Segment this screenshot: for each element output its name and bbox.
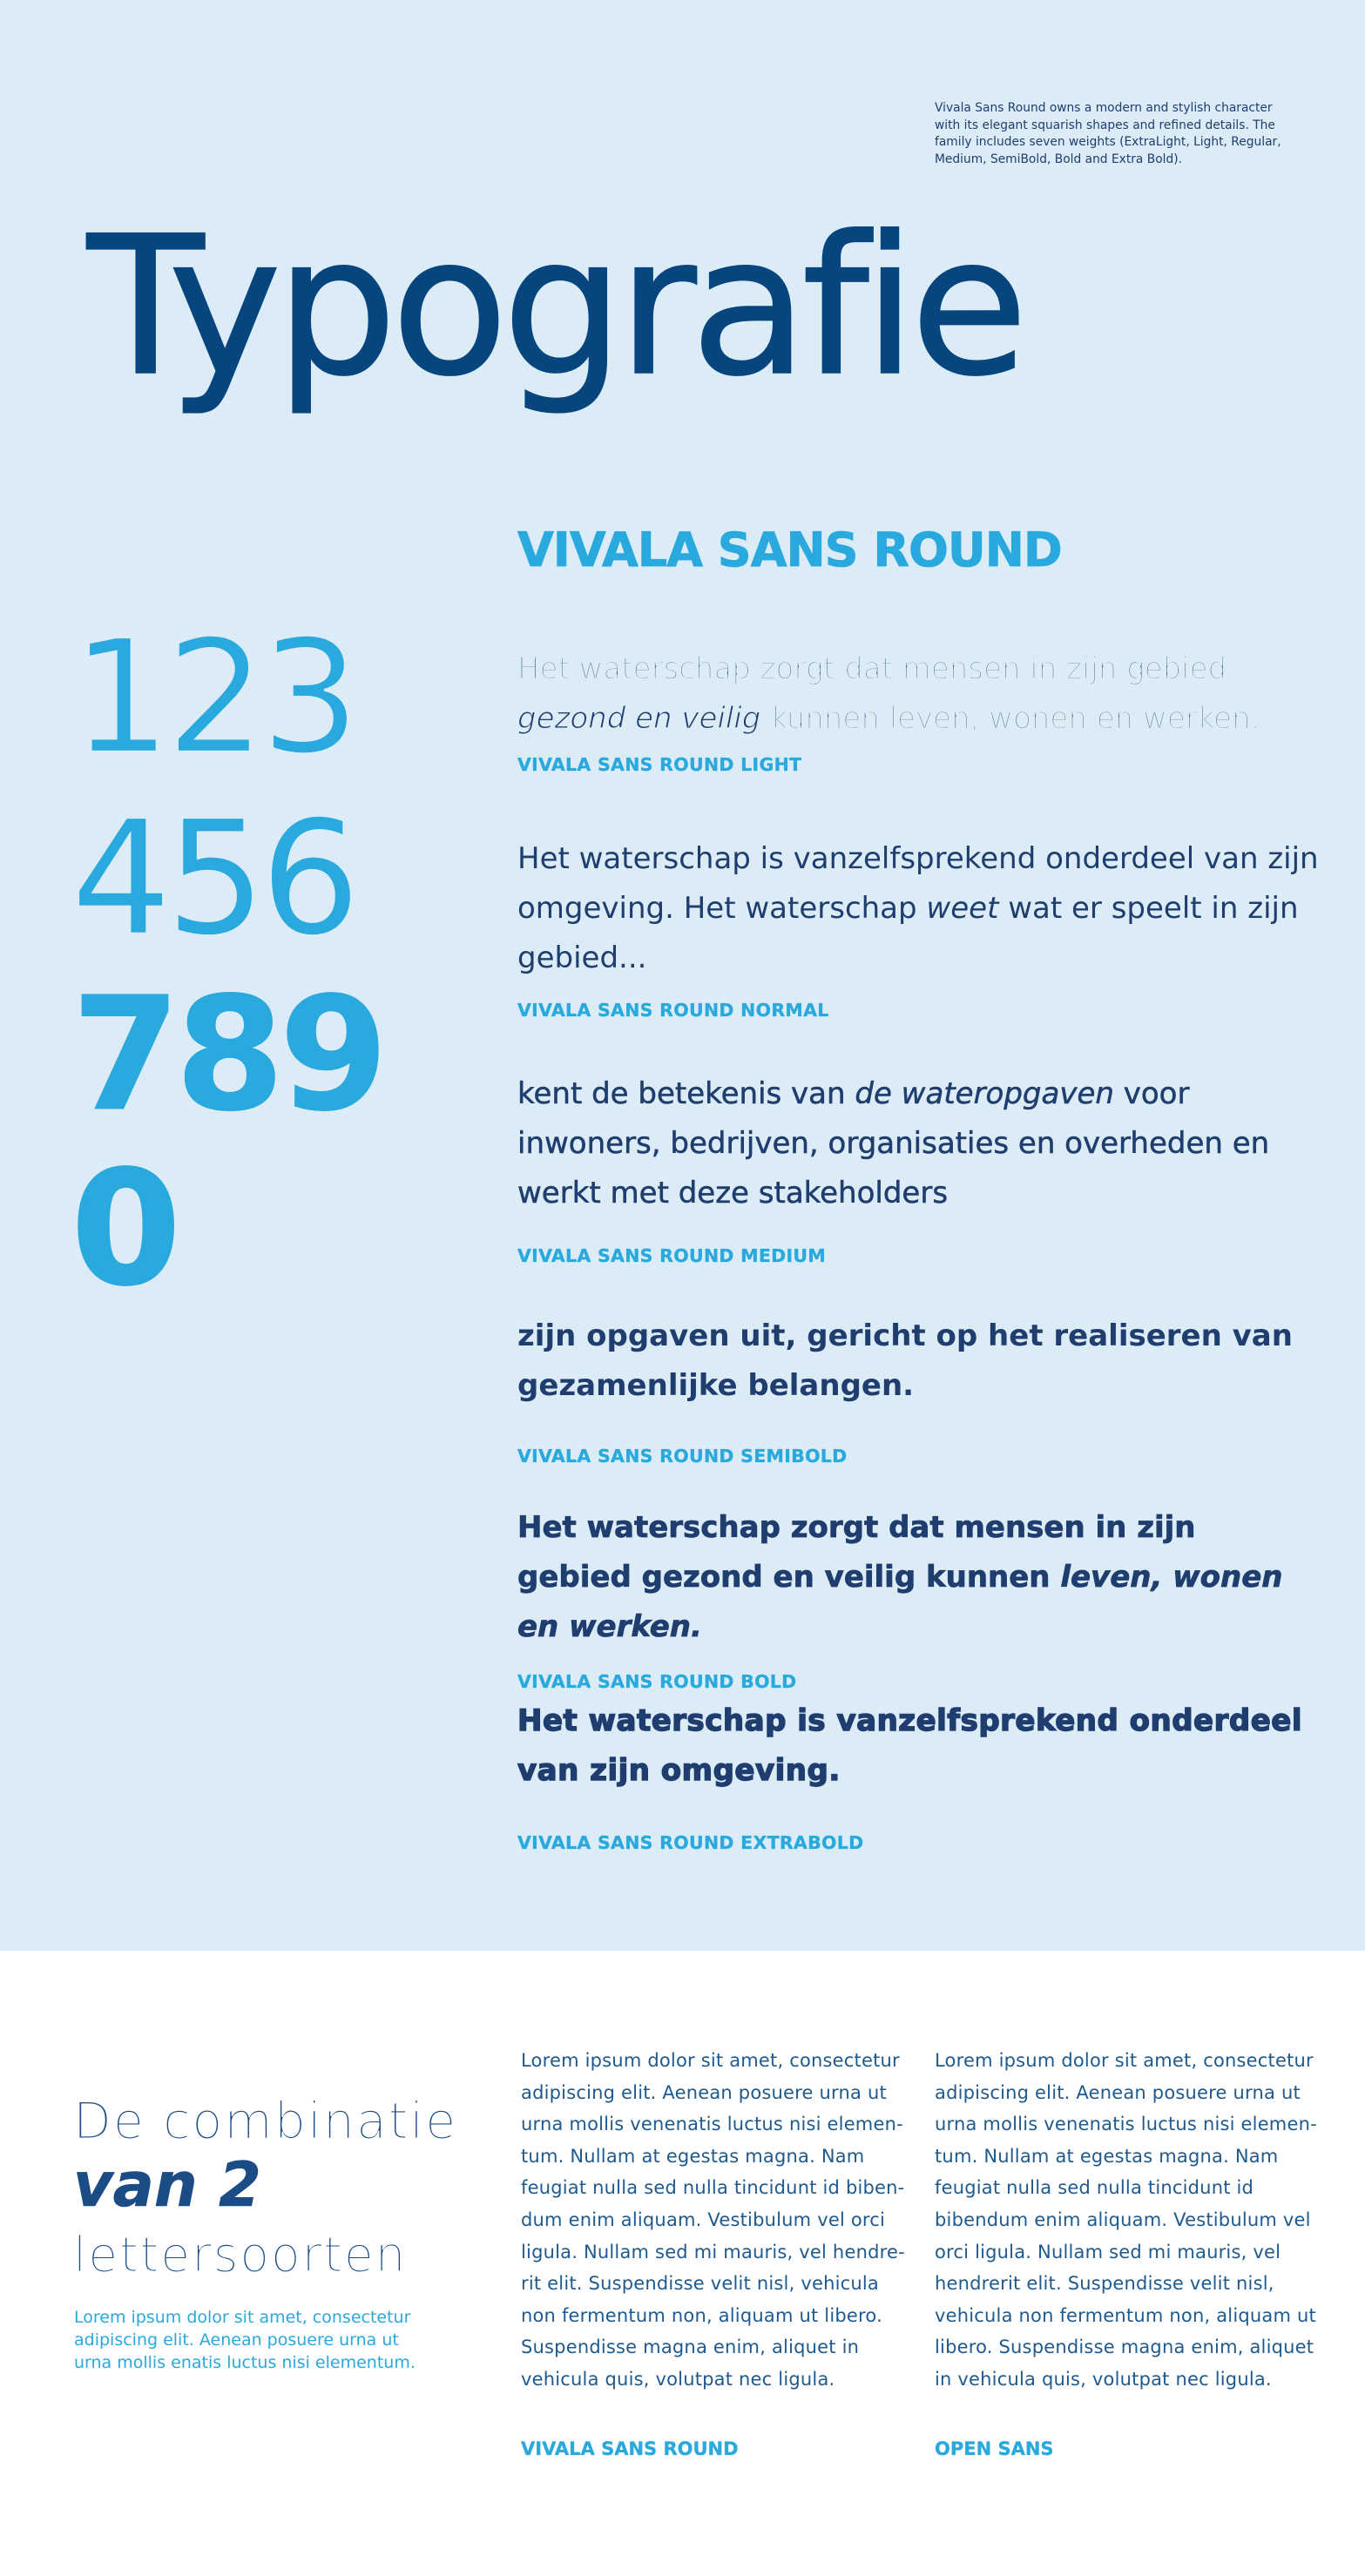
- lorem-line: non fermentum non, aliquam ut libero.: [521, 2304, 882, 2326]
- column-font-label-vivala: VIVALA SANS ROUND: [521, 2438, 739, 2459]
- specimen-segment: Het waterschap is vanzelfsprekend onderdeel van zijn omgeving. Het waterschap: [517, 841, 1319, 926]
- lorem-line: Lorem ipsum dolor sit amet, consectetur: [935, 2050, 1314, 2071]
- specimen-bold: [517, 1503, 1319, 1692]
- specimen-semibold: [517, 1312, 1319, 1467]
- lorem-line: libero. Suspendisse magna enim, aliquet: [935, 2337, 1314, 2358]
- page-title: Typografie: [87, 195, 1023, 418]
- numerals-extrabold: 0: [71, 1138, 176, 1320]
- lorem-line: tum. Nullam at egestas magna. Nam: [521, 2145, 865, 2167]
- intro-paragraph: [935, 100, 1281, 168]
- specimen-medium: [517, 1069, 1319, 1266]
- lorem-line: Lorem ipsum dolor sit amet, consectetur: [521, 2050, 900, 2071]
- specimen-segment: Het waterschap zorgt dat mensen in zijn gebied gezond en veilig kunnen: [517, 1510, 1196, 1595]
- lorem-line: vehicula quis, volutpat nec ligula.: [521, 2368, 835, 2390]
- lorem-line: rit elit. Suspendisse velit nisl, vehicula: [521, 2273, 879, 2295]
- specimen-text: [517, 1503, 1319, 1652]
- lorem-line: feugiat nulla sed nulla tincidunt id: [935, 2177, 1254, 2199]
- specimen-segment-italic: weet: [926, 891, 999, 926]
- specimen-extrabold: [517, 1696, 1319, 1853]
- weight-label: VIVALA SANS ROUND EXTRABOLD: [517, 1832, 864, 1853]
- note-line: Lorem ipsum dolor sit amet, consectetur: [74, 2308, 411, 2327]
- lorem-line: orci ligula. Nullam sed mi mauris, vel: [935, 2241, 1281, 2262]
- intro-line: family includes seven weights (ExtraLight, Light, Regular,: [935, 135, 1281, 149]
- weight-label: VIVALA SANS ROUND MEDIUM: [517, 1245, 827, 1266]
- specimen-segment-italic: gezond en veilig: [517, 701, 761, 736]
- lorem-line: hendrerit elit. Suspendisse velit nisl,: [935, 2273, 1274, 2295]
- specimen-text: [517, 1312, 1319, 1411]
- weight-label: VIVALA SANS ROUND SEMIBOLD: [517, 1446, 848, 1467]
- weight-label: VIVALA SANS ROUND NORMAL: [517, 1000, 829, 1021]
- lorem-line: urna mollis venenatis luctus nisi elemen-: [935, 2114, 1317, 2135]
- lorem-line: adipiscing elit. Aenean posuere urna ut: [935, 2081, 1301, 2103]
- note-line: urna mollis enatis luctus nisi elementum.: [74, 2353, 416, 2372]
- intro-line: with its elegant squarish shapes and refined details. The: [935, 118, 1275, 132]
- lorem-line: Suspendisse magna enim, aliquet in: [521, 2337, 860, 2358]
- numerals-bold: 789: [71, 964, 383, 1146]
- column-font-label-opensans: OPEN SANS: [935, 2438, 1054, 2459]
- lorem-line: adipiscing elit. Aenean posuere urna ut: [521, 2081, 887, 2103]
- lorem-line: bibendum enim aliquam. Vestibulum vel: [935, 2208, 1311, 2230]
- specimen-segment: kent de betekenis van: [517, 1076, 855, 1111]
- specimen-segment: zijn opgaven uit, gericht op het realiseren van gezamenlijke belangen.: [517, 1318, 1293, 1403]
- numerals-light: 123: [71, 607, 355, 789]
- weight-label: VIVALA SANS ROUND BOLD: [517, 1671, 797, 1692]
- specimen-segment: Het waterschap is vanzelfsprekend onderdeel van zijn omgeving.: [517, 1703, 1302, 1788]
- specimen-segment: voor inwoners, bedrijven, organisaties en overheden en werkt met deze stakeholders: [517, 1076, 1270, 1210]
- weight-label: VIVALA SANS ROUND LIGHT: [517, 754, 802, 775]
- specimen-text: [517, 1696, 1319, 1796]
- combination-heading-line1: De combinatie: [73, 2093, 458, 2150]
- specimen-segment-italic: de wateropgaven: [855, 1076, 1114, 1111]
- combination-heading-line3: lettersoorten: [73, 2227, 408, 2283]
- lorem-line: dum enim aliquam. Vestibulum vel orci: [521, 2208, 886, 2230]
- lorem-line: ligula. Nullam sed mi mauris, vel hendre-: [521, 2241, 905, 2262]
- specimen-segment: kunnen leven, wonen en werken.: [760, 701, 1260, 736]
- lorem-line: feugiat nulla sed nulla tincidunt id biben-: [521, 2177, 905, 2199]
- specimen-text: [517, 644, 1319, 744]
- lorem-line: in vehicula quis, volutpat nec ligula.: [935, 2368, 1272, 2390]
- specimen-segment-italic: leven, wonen en werken.: [517, 1560, 1283, 1644]
- combination-heading-line2: van 2: [73, 2149, 261, 2221]
- lorem-column-opensans: [935, 2045, 1317, 2396]
- lorem-line: vehicula non fermentum non, aliquam ut: [935, 2304, 1316, 2326]
- specimen-segment: Het waterschap zorgt dat mensen in zijn gebied: [517, 651, 1227, 686]
- note-line: adipiscing elit. Aenean posuere urna ut: [74, 2330, 399, 2350]
- intro-line: Vivala Sans Round owns a modern and stylish character: [935, 101, 1273, 115]
- combination-note: [74, 2306, 416, 2374]
- lorem-line: urna mollis venenatis luctus nisi elemen-: [521, 2114, 903, 2135]
- specimen-light: [517, 644, 1319, 775]
- numerals-regular: 456: [71, 788, 355, 970]
- specimen-segment: wat er speelt in zijn gebied...: [517, 891, 1299, 975]
- specimen-normal: [517, 834, 1319, 1021]
- intro-line: Medium, SemiBold, Bold and Extra Bold).: [935, 152, 1183, 166]
- lorem-line: tum. Nullam at egestas magna. Nam: [935, 2145, 1279, 2167]
- lorem-column-vivala: [521, 2045, 905, 2396]
- font-family-heading: VIVALA SANS ROUND: [517, 523, 1062, 577]
- specimen-text: [517, 1069, 1319, 1218]
- specimen-text: [517, 834, 1319, 983]
